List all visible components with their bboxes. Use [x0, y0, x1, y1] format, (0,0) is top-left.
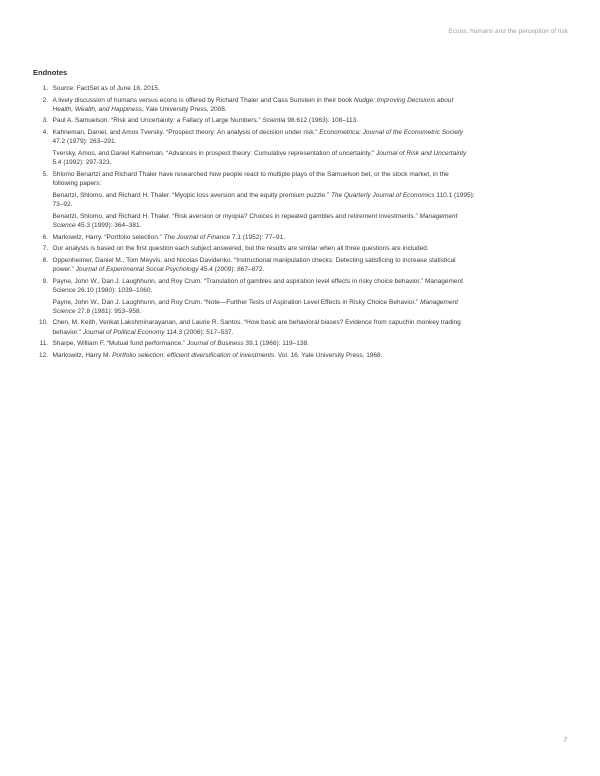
endnote-paragraph — [53, 351, 476, 360]
citation-text: Benartzi, Shlomo, and Richard H. Thaler. “Risk aversion or myopia? Choices in repeated gambles and retirement investments.” — [52, 212, 420, 220]
endnote-number: 11. — [39, 340, 48, 348]
citation-text: Tversky, Amos, and Daniel Kahneman. “Advances in prospect theory: Cumulative representation of uncertainty.” — [52, 149, 376, 157]
citation-text: Our analysis is based on the first question each subject answered, but the results are similar when all three questions are included. — [52, 245, 429, 253]
citation-title-italic: Econometrica: Journal of the Econometric Society — [319, 129, 464, 137]
endnote-item — [33, 170, 475, 233]
citation-text: Markowitz, Harry M. — [52, 351, 113, 359]
endnote-item — [33, 277, 475, 319]
endnote-number: 8. — [42, 256, 48, 264]
endnote-item — [33, 351, 475, 363]
endnote-item — [33, 84, 475, 96]
endnotes-heading: Endnotes — [33, 68, 68, 77]
endnotes-section — [33, 68, 475, 362]
citation-title-italic: Management Science — [52, 298, 459, 315]
endnote-body — [53, 96, 476, 117]
endnote-body — [53, 84, 476, 96]
endnote-body — [53, 233, 476, 245]
endnote-item — [33, 318, 475, 339]
citation-title-italic: The Quarterly Journal of Economics — [330, 191, 435, 199]
endnote-body — [53, 351, 476, 363]
citation-text: 110.1 (1995): 73–92. — [52, 191, 475, 209]
citation-text: . Vol. 16. Yale University Press, 1968. — [274, 351, 383, 359]
citation-text: 45.4 (2009): 867–872. — [198, 266, 265, 274]
endnote-paragraph — [53, 339, 476, 348]
endnote-paragraph — [53, 84, 476, 93]
endnote-number: 10. — [38, 319, 48, 327]
endnote-number: 7. — [42, 245, 48, 253]
endnote-number: 9. — [42, 277, 48, 285]
endnote-item — [33, 116, 475, 128]
page-number: 7 — [563, 737, 567, 744]
endnote-body — [53, 256, 476, 277]
endnote-item — [33, 128, 475, 170]
endnote-number: 12. — [38, 351, 48, 359]
citation-text: 114.3 (2006): 517–537. — [164, 328, 234, 336]
citation-text: 98.612 (1963): 108–113. — [285, 117, 359, 125]
endnote-paragraph — [53, 318, 476, 337]
endnote-body — [53, 318, 476, 339]
endnote-paragraph — [53, 277, 476, 296]
citation-text: 45.3 (1999): 364–381. — [75, 221, 142, 229]
endnote-paragraph — [53, 116, 476, 125]
citation-text: 7.1 (1952): 77–91. — [230, 233, 286, 241]
citation-text: A lively discussion of humans versus econs is offered by Richard Thaler and Cass Sunstein in their book — [52, 96, 354, 104]
endnote-number: 6. — [42, 233, 48, 241]
citation-text: 5.4 (1992): 297-323. — [52, 159, 112, 167]
citation-text: Sharpe, William F. “Mutual fund performance.” — [52, 340, 187, 348]
citation-title-italic: Scientia — [262, 117, 286, 125]
citation-text: Benartzi, Shlomo, and Richard H. Thaler. “Myopic loss aversion and the equity premium puzzle.” — [52, 191, 331, 199]
citation-title-italic: Journal of Business — [186, 340, 244, 348]
endnote-paragraph — [53, 212, 476, 231]
citation-title-italic: Portfolio selection: efficient diversification of investments — [112, 351, 275, 359]
citation-text: Paul A. Samuelson. “Risk and Uncertainty: a Fallacy of Large Numbers.” — [52, 117, 263, 125]
citation-text: Chen, M. Keith, Venkat Lakshminarayanan, and Laurie R. Santos. “How basic are behavioral biases? Evidence from capuchin monkey trading behavior.” — [52, 319, 461, 336]
endnote-number: 2. — [42, 96, 48, 104]
citation-text: 47.2 (1979): 263–291. — [52, 138, 117, 146]
citation-text: Payne, John W., Dan J. Laughhunn, and Roy Crum. “Note—Further Tests of Aspiration Level Effects in Risky Choice Behavior.” — [52, 298, 421, 306]
endnote-paragraph — [53, 128, 476, 147]
endnote-number: 5. — [42, 170, 48, 178]
citation-text: , Yale University Press, 2008. — [142, 105, 227, 113]
citation-title-italic: Management Science — [52, 212, 458, 229]
citation-title-italic: The Journal of Finance — [163, 233, 231, 241]
citation-text: Shlomo Benartzi and Richard Thaler have researched how people react to multiple plays of the Samuelson bet, or the stock market, in the following papers: — [52, 170, 449, 188]
endnote-item — [33, 233, 475, 245]
endnote-body — [53, 116, 476, 128]
endnote-paragraph — [53, 233, 476, 242]
endnote-paragraph — [53, 170, 476, 189]
endnote-item — [33, 256, 475, 277]
endnote-body — [53, 339, 476, 351]
citation-text: Oppenheimer, Daniel M., Tom Meyvis, and Nicolas Davidenko. “Instructional manipulation checks: Detecting satisficing to increase statistical power.” — [52, 256, 456, 274]
citation-title-italic: Nudge: Improving Decisions about Health, Wealth, and Happiness — [52, 96, 454, 113]
running-header: Econs, humans and the perception of risk — [448, 28, 568, 35]
citation-text: Kahneman, Daniel, and Amos Tversky. “Prospect theory: An analysis of decision under risk.” — [52, 129, 320, 137]
endnotes-list — [33, 84, 475, 362]
endnote-number: 3. — [42, 117, 48, 125]
endnote-paragraph — [53, 96, 476, 115]
endnote-paragraph — [53, 256, 476, 275]
endnote-body — [53, 128, 476, 170]
endnote-item — [33, 244, 475, 256]
endnote-paragraph — [53, 191, 476, 210]
endnote-paragraph — [53, 244, 476, 253]
citation-title-italic: Journal of Political Economy — [82, 328, 165, 336]
citation-title-italic: Journal of Risk and Uncertainty — [375, 149, 467, 157]
endnote-body — [53, 170, 476, 233]
endnote-paragraph — [53, 298, 476, 317]
endnote-item — [33, 96, 475, 117]
endnote-body — [53, 244, 476, 256]
citation-text: Markowitz, Harry. “Portfolio selection.” — [52, 233, 164, 241]
citation-text: Payne, John W., Dan J. Laughhunn, and Roy Crum. “Translation of gambles and aspiration level effects in risky choice behavior.” Management Science 26.10 (1980): 1039–1060. — [52, 277, 463, 294]
citation-text: 27.8 (1981): 953–958. — [75, 307, 142, 315]
endnote-paragraph — [53, 149, 476, 168]
citation-title-italic: Journal of Experimental Social Psychology — [75, 266, 199, 274]
citation-text: 39.1 (1966): 119–138. — [243, 340, 309, 348]
citation-text: Source: FactSet as of June 18, 2015. — [52, 85, 160, 92]
endnote-number: 1. — [42, 85, 48, 92]
endnote-body — [53, 277, 476, 319]
endnote-item — [33, 339, 475, 351]
endnote-number: 4. — [42, 129, 48, 137]
